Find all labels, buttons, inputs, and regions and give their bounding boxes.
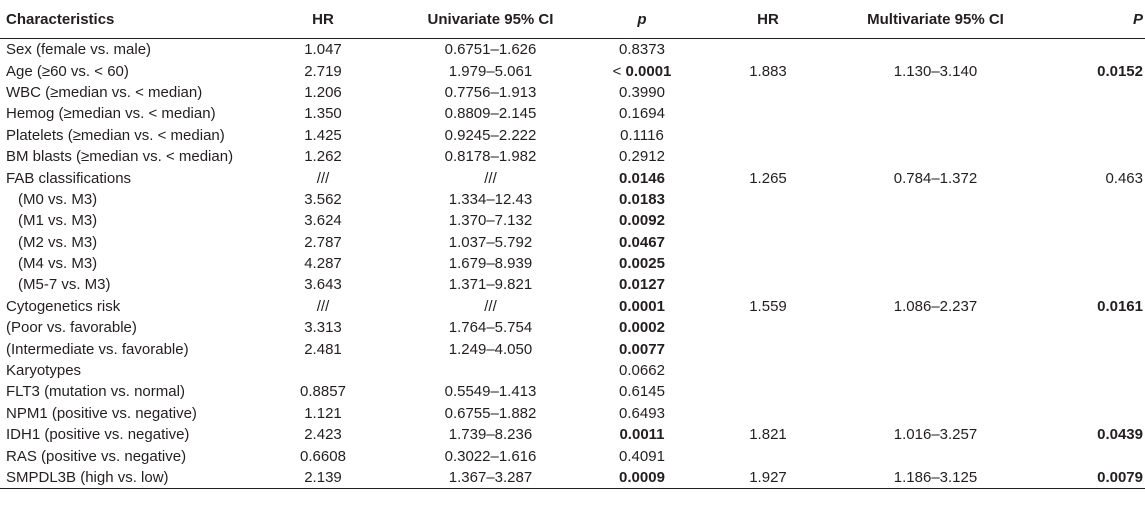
- p-univariate-cell: [593, 338, 703, 359]
- p-univariate-value: 0.0001: [625, 62, 672, 80]
- characteristic-cell: [0, 232, 258, 253]
- p-univariate-cell: [593, 467, 703, 489]
- table-row: [0, 445, 1145, 466]
- ci-univariate-cell-value: 1.334–12.43: [448, 190, 533, 208]
- characteristic-cell-value: WBC (≥median vs. < median): [6, 83, 203, 101]
- p-univariate-value: 0.0467: [619, 233, 665, 251]
- hr-univariate-cell: [258, 167, 388, 188]
- ci-multivariate-cell: [833, 232, 1038, 253]
- characteristic-cell: [0, 317, 258, 338]
- hr-multivariate-cell: [703, 253, 833, 274]
- hr-multivariate-cell: [703, 146, 833, 167]
- ci-univariate-cell-value: 1.979–5.061: [448, 62, 533, 80]
- ci-univariate-cell-value: 0.3022–1.616: [444, 447, 537, 465]
- ci-multivariate-cell: [833, 445, 1038, 466]
- ci-univariate-cell-value: 1.739–8.236: [448, 426, 533, 444]
- hr-multivariate-cell-value: 1.265: [749, 169, 787, 187]
- ci-univariate-cell: [388, 125, 593, 146]
- p-univariate-value: 0.6493: [619, 404, 665, 422]
- p-multivariate-cell: [1038, 167, 1145, 188]
- p-univariate-cell: [593, 253, 703, 274]
- p-univariate-value: 0.0025: [619, 255, 665, 273]
- ci-multivariate-cell: [833, 296, 1038, 317]
- characteristic-cell: [0, 146, 258, 167]
- ci-multivariate-cell: [833, 167, 1038, 188]
- ci-univariate-cell: [388, 189, 593, 210]
- hr-multivariate-cell-value: 1.559: [749, 297, 787, 315]
- hr-univariate-cell: [258, 338, 388, 359]
- hr-multivariate-cell-value: 1.927: [749, 469, 787, 486]
- hr-multivariate-cell: [703, 296, 833, 317]
- p-univariate-cell: [593, 381, 703, 402]
- p-univariate-value: 0.0662: [619, 362, 665, 380]
- p-univariate-value: 0.3990: [619, 83, 665, 101]
- ci-multivariate-cell: [833, 403, 1038, 424]
- characteristic-cell-value: Age (≥60 vs. < 60): [6, 62, 129, 80]
- table-row: [0, 189, 1145, 210]
- hr-multivariate-cell: [703, 60, 833, 81]
- p-univariate-cell: [593, 103, 703, 124]
- ci-univariate-cell: [388, 360, 593, 381]
- table-body: [0, 39, 1145, 489]
- table-row: [0, 39, 1145, 61]
- p-multivariate-cell: [1038, 296, 1145, 317]
- characteristic-cell-value: Platelets (≥median vs. < median): [6, 126, 225, 144]
- hr-univariate-cell: [258, 424, 388, 445]
- ci-univariate-cell: [388, 445, 593, 466]
- ci-univariate-cell-value: 1.371–9.821: [448, 276, 533, 294]
- ci-univariate-cell: [388, 381, 593, 402]
- ci-univariate-cell-value: 1.249–4.050: [448, 340, 533, 358]
- hr-univariate-cell: [258, 296, 388, 317]
- p-multivariate-cell: [1038, 424, 1145, 445]
- hr-univariate-cell: [258, 445, 388, 466]
- hr-univariate-cell: [258, 125, 388, 146]
- p-univariate-cell: [593, 146, 703, 167]
- ci-univariate-cell-value: 1.764–5.754: [448, 319, 533, 337]
- p-univariate-value: 0.0011: [619, 426, 665, 444]
- hr-multivariate-cell: [703, 424, 833, 445]
- characteristic-cell: [0, 60, 258, 81]
- p-multivariate-cell: [1038, 403, 1145, 424]
- hr-multivariate-cell: [703, 467, 833, 489]
- ci-univariate-cell-value: 1.367–3.287: [448, 469, 533, 486]
- header-hr-multivariate: HR: [703, 0, 833, 39]
- ci-multivariate-cell: [833, 381, 1038, 402]
- characteristic-cell-value: (Intermediate vs. favorable): [6, 340, 189, 358]
- p-univariate-value: 0.4091: [619, 447, 665, 465]
- p-univariate-value: 0.6145: [619, 383, 665, 401]
- hr-univariate-cell-value: 3.643: [304, 276, 342, 294]
- characteristic-cell-value: (M4 vs. M3): [18, 255, 98, 273]
- hr-multivariate-cell-value: 1.821: [749, 426, 787, 444]
- hr-univariate-cell-value: 2.481: [304, 340, 342, 358]
- header-ci-multivariate: Multivariate 95% CI: [833, 0, 1038, 39]
- hr-multivariate-cell: [703, 232, 833, 253]
- hr-univariate-cell: [258, 381, 388, 402]
- ci-univariate-cell: [388, 274, 593, 295]
- ci-multivariate-cell: [833, 125, 1038, 146]
- ci-univariate-cell-value: 0.7756–1.913: [444, 83, 537, 101]
- characteristic-cell-value: FLT3 (mutation vs. normal): [6, 383, 185, 401]
- characteristic-cell-value: Sex (female vs. male): [6, 41, 152, 59]
- header-p-multivariate: P: [1038, 0, 1145, 39]
- hr-univariate-cell-value: 1.425: [304, 126, 342, 144]
- table-row: [0, 467, 1145, 489]
- header-characteristics: Characteristics: [0, 0, 258, 39]
- hr-multivariate-cell: [703, 167, 833, 188]
- p-univariate-cell: [593, 232, 703, 253]
- p-univariate-value: 0.1116: [620, 126, 664, 144]
- ci-univariate-cell: [388, 424, 593, 445]
- table-row: [0, 232, 1145, 253]
- ci-multivariate-cell: [833, 60, 1038, 81]
- p-univariate-cell: [593, 360, 703, 381]
- p-multivariate-cell: [1038, 338, 1145, 359]
- ci-univariate-cell: [388, 317, 593, 338]
- p-multivariate-cell: [1038, 317, 1145, 338]
- p-multivariate-cell: [1038, 60, 1145, 81]
- characteristic-cell: [0, 467, 258, 489]
- header-p-univariate: p: [593, 0, 703, 39]
- characteristic-cell-value: Hemog (≥median vs. < median): [6, 105, 216, 123]
- ci-univariate-cell-value: 0.6755–1.882: [444, 404, 537, 422]
- ci-univariate-cell-value: 0.8809–2.145: [444, 105, 537, 123]
- table-row: [0, 296, 1145, 317]
- hr-univariate-cell: [258, 274, 388, 295]
- p-multivariate-cell: [1038, 232, 1145, 253]
- p-univariate-cell: [593, 189, 703, 210]
- p-univariate-cell: [593, 167, 703, 188]
- table-row: [0, 167, 1145, 188]
- characteristic-cell-value: (M2 vs. M3): [18, 233, 98, 251]
- hr-multivariate-cell: [703, 317, 833, 338]
- characteristic-cell-value: (M5-7 vs. M3): [18, 276, 111, 294]
- ci-univariate-cell: [388, 253, 593, 274]
- ci-univariate-cell-value: ///: [484, 169, 497, 187]
- characteristic-cell-value: Karyotypes: [6, 362, 82, 380]
- characteristic-cell-value: FAB classifications: [6, 169, 132, 187]
- ci-multivariate-cell: [833, 424, 1038, 445]
- hr-multivariate-cell: [703, 39, 833, 61]
- ci-multivariate-cell: [833, 189, 1038, 210]
- ci-univariate-cell-value: 1.037–5.792: [448, 233, 533, 251]
- table-row: [0, 125, 1145, 146]
- hr-univariate-cell: [258, 210, 388, 231]
- p-multivariate-cell: [1038, 445, 1145, 466]
- characteristic-cell: [0, 103, 258, 124]
- hr-multivariate-cell: [703, 381, 833, 402]
- characteristic-cell: [0, 82, 258, 103]
- p-univariate-cell: [593, 317, 703, 338]
- header-hr-univariate: HR: [258, 0, 388, 39]
- p-multivariate-cell: [1038, 467, 1145, 489]
- p-multivariate-cell: [1038, 253, 1145, 274]
- p-univariate-value: 0.2912: [619, 148, 665, 166]
- ci-univariate-cell-value: 0.8178–1.982: [444, 148, 537, 166]
- p-univariate-cell: [593, 296, 703, 317]
- hr-multivariate-cell: [703, 403, 833, 424]
- p-multivariate-cell: [1038, 146, 1145, 167]
- hr-multivariate-cell: [703, 82, 833, 103]
- ci-univariate-cell: [388, 338, 593, 359]
- p-multivariate-cell: [1038, 210, 1145, 231]
- ci-univariate-cell-value: 0.6751–1.626: [444, 41, 537, 59]
- p-multivariate-cell: [1038, 381, 1145, 402]
- ci-multivariate-cell: [833, 338, 1038, 359]
- p-univariate-cell: [593, 82, 703, 103]
- ci-univariate-cell: [388, 403, 593, 424]
- ci-multivariate-cell: [833, 274, 1038, 295]
- p-multivariate-cell: [1038, 274, 1145, 295]
- hr-univariate-cell-value: 2.787: [304, 233, 342, 251]
- hr-multivariate-cell: [703, 360, 833, 381]
- ci-univariate-cell-value: 1.370–7.132: [448, 212, 533, 230]
- hr-univariate-cell: [258, 232, 388, 253]
- ci-multivariate-cell: [833, 103, 1038, 124]
- characteristic-cell-value: BM blasts (≥median vs. < median): [6, 148, 234, 166]
- header-row: [0, 0, 1145, 39]
- table-row: [0, 210, 1145, 231]
- ci-multivariate-cell: [833, 317, 1038, 338]
- ci-univariate-cell: [388, 39, 593, 61]
- ci-multivariate-cell: [833, 146, 1038, 167]
- ci-multivariate-cell-value: 1.130–3.140: [893, 62, 978, 80]
- p-multivariate-cell-value: 0.463: [1105, 169, 1143, 187]
- hr-univariate-cell-value: 2.719: [304, 62, 342, 80]
- ci-univariate-cell: [388, 167, 593, 188]
- characteristic-cell: [0, 338, 258, 359]
- hr-univariate-cell-value: 1.121: [304, 404, 342, 422]
- table-row: [0, 253, 1145, 274]
- ci-univariate-cell: [388, 296, 593, 317]
- header-ci-univariate: Univariate 95% CI: [388, 0, 593, 39]
- hr-univariate-cell-value: 4.287: [304, 255, 342, 273]
- ci-univariate-cell-value: 0.9245–2.222: [444, 126, 537, 144]
- hr-univariate-cell-value: 3.562: [304, 190, 342, 208]
- ci-univariate-cell: [388, 60, 593, 81]
- characteristic-cell-value: RAS (positive vs. negative): [6, 447, 187, 465]
- hr-univariate-cell: [258, 253, 388, 274]
- characteristic-cell: [0, 403, 258, 424]
- ci-multivariate-cell-value: 0.784–1.372: [893, 169, 978, 187]
- hr-univariate-cell-value: 1.262: [304, 148, 342, 166]
- hr-univariate-cell: [258, 467, 388, 489]
- p-univariate-value: 0.0009: [619, 469, 665, 486]
- ci-univariate-cell: [388, 467, 593, 489]
- p-univariate-value: 0.0146: [619, 169, 665, 187]
- hr-univariate-cell-value: ///: [316, 297, 330, 315]
- table-row: [0, 381, 1145, 402]
- p-multivariate-cell-value: 0.0161: [1097, 297, 1143, 315]
- hr-multivariate-cell: [703, 189, 833, 210]
- characteristic-cell: [0, 360, 258, 381]
- characteristic-cell: [0, 39, 258, 61]
- hr-multivariate-cell: [703, 210, 833, 231]
- table-row: [0, 82, 1145, 103]
- hr-univariate-cell: [258, 60, 388, 81]
- p-multivariate-cell: [1038, 360, 1145, 381]
- p-univariate-cell: [593, 403, 703, 424]
- hr-univariate-cell-value: 3.313: [304, 319, 342, 337]
- ci-univariate-cell-value: ///: [484, 297, 497, 315]
- ci-multivariate-cell: [833, 39, 1038, 61]
- hr-univariate-cell-value: 0.8857: [300, 383, 346, 401]
- ci-univariate-cell: [388, 210, 593, 231]
- table-row: [0, 338, 1145, 359]
- hr-univariate-cell: [258, 189, 388, 210]
- ci-multivariate-cell: [833, 253, 1038, 274]
- hr-univariate-cell-value: 2.139: [304, 469, 342, 486]
- p-univariate-cell: [593, 274, 703, 295]
- hr-multivariate-cell: [703, 274, 833, 295]
- p-univariate-cell: [593, 60, 703, 81]
- p-univariate-value: 0.0077: [619, 340, 665, 358]
- hr-univariate-cell: [258, 103, 388, 124]
- characteristic-cell: [0, 296, 258, 317]
- hr-univariate-cell-value: 1.047: [304, 41, 342, 59]
- p-univariate-cell: [593, 424, 703, 445]
- ci-univariate-cell: [388, 232, 593, 253]
- ci-univariate-cell-value: 0.5549–1.413: [444, 383, 537, 401]
- p-univariate-value: 0.0001: [619, 297, 665, 315]
- table-row: [0, 360, 1145, 381]
- ci-multivariate-cell-value: 1.186–3.125: [893, 469, 978, 486]
- characteristic-cell: [0, 445, 258, 466]
- ci-multivariate-cell-value: 1.016–3.257: [893, 426, 978, 444]
- hr-univariate-cell-value: 1.350: [304, 105, 342, 123]
- characteristic-cell: [0, 210, 258, 231]
- p-univariate-value: 0.1694: [619, 105, 665, 123]
- characteristic-cell: [0, 253, 258, 274]
- p-univariate-value: 0.0183: [619, 190, 665, 208]
- hr-univariate-cell: [258, 39, 388, 61]
- hr-univariate-cell: [258, 360, 388, 381]
- table-row: [0, 146, 1145, 167]
- hr-univariate-cell: [258, 403, 388, 424]
- p-univariate-cell: [593, 125, 703, 146]
- hr-univariate-cell: [258, 82, 388, 103]
- characteristic-cell-value: Cytogenetics risk: [6, 297, 121, 315]
- ci-multivariate-cell: [833, 82, 1038, 103]
- p-univariate-value: 0.0092: [619, 212, 665, 230]
- p-multivariate-cell-value: 0.0152: [1097, 62, 1143, 80]
- characteristic-cell: [0, 424, 258, 445]
- characteristic-cell-value: SMPDL3B (high vs. low): [6, 469, 169, 486]
- table-row: [0, 403, 1145, 424]
- hr-multivariate-cell: [703, 103, 833, 124]
- ci-multivariate-cell-value: 1.086–2.237: [893, 297, 978, 315]
- ci-univariate-cell: [388, 82, 593, 103]
- ci-multivariate-cell: [833, 360, 1038, 381]
- p-univariate-cell: [593, 445, 703, 466]
- p-univariate-value: 0.0002: [619, 319, 665, 337]
- hr-univariate-cell-value: 3.624: [304, 212, 342, 230]
- hr-univariate-cell-value: 0.6608: [300, 447, 346, 465]
- p-multivariate-cell: [1038, 39, 1145, 61]
- characteristic-cell: [0, 381, 258, 402]
- table-row: [0, 274, 1145, 295]
- p-univariate-value: 0.0127: [619, 276, 665, 294]
- p-univariate-cell: [593, 39, 703, 61]
- p-univariate-cell: [593, 210, 703, 231]
- hr-multivariate-cell: [703, 445, 833, 466]
- table-row: [0, 317, 1145, 338]
- ci-univariate-cell-value: 1.679–8.939: [448, 255, 533, 273]
- hr-multivariate-cell-value: 1.883: [749, 62, 787, 80]
- p-multivariate-cell-value: 0.0439: [1097, 426, 1143, 444]
- table-row: [0, 424, 1145, 445]
- table-row: [0, 103, 1145, 124]
- ci-multivariate-cell: [833, 467, 1038, 489]
- hr-multivariate-cell: [703, 125, 833, 146]
- p-prefix: <: [612, 62, 626, 80]
- p-multivariate-cell: [1038, 189, 1145, 210]
- p-multivariate-cell-value: 0.0079: [1097, 469, 1143, 486]
- p-multivariate-cell: [1038, 125, 1145, 146]
- ci-univariate-cell: [388, 103, 593, 124]
- p-multivariate-cell: [1038, 82, 1145, 103]
- p-univariate-value: 0.8373: [619, 41, 665, 59]
- hr-univariate-cell-value: 1.206: [304, 83, 342, 101]
- characteristic-cell-value: (Poor vs. favorable): [6, 319, 137, 337]
- hr-univariate-cell-value: ///: [316, 169, 330, 187]
- hr-univariate-cell-value: 2.423: [304, 426, 342, 444]
- ci-multivariate-cell: [833, 210, 1038, 231]
- p-multivariate-cell: [1038, 103, 1145, 124]
- characteristic-cell: [0, 125, 258, 146]
- characteristic-cell-value: (M1 vs. M3): [18, 212, 98, 230]
- hr-univariate-cell: [258, 146, 388, 167]
- characteristic-cell: [0, 189, 258, 210]
- characteristic-cell-value: IDH1 (positive vs. negative): [6, 426, 190, 444]
- characteristic-cell: [0, 274, 258, 295]
- ci-univariate-cell: [388, 146, 593, 167]
- hr-multivariate-cell: [703, 338, 833, 359]
- characteristic-cell-value: (M0 vs. M3): [18, 190, 98, 208]
- characteristic-cell: [0, 167, 258, 188]
- characteristic-cell-value: NPM1 (positive vs. negative): [6, 404, 197, 422]
- hr-univariate-cell: [258, 317, 388, 338]
- table-row: [0, 60, 1145, 81]
